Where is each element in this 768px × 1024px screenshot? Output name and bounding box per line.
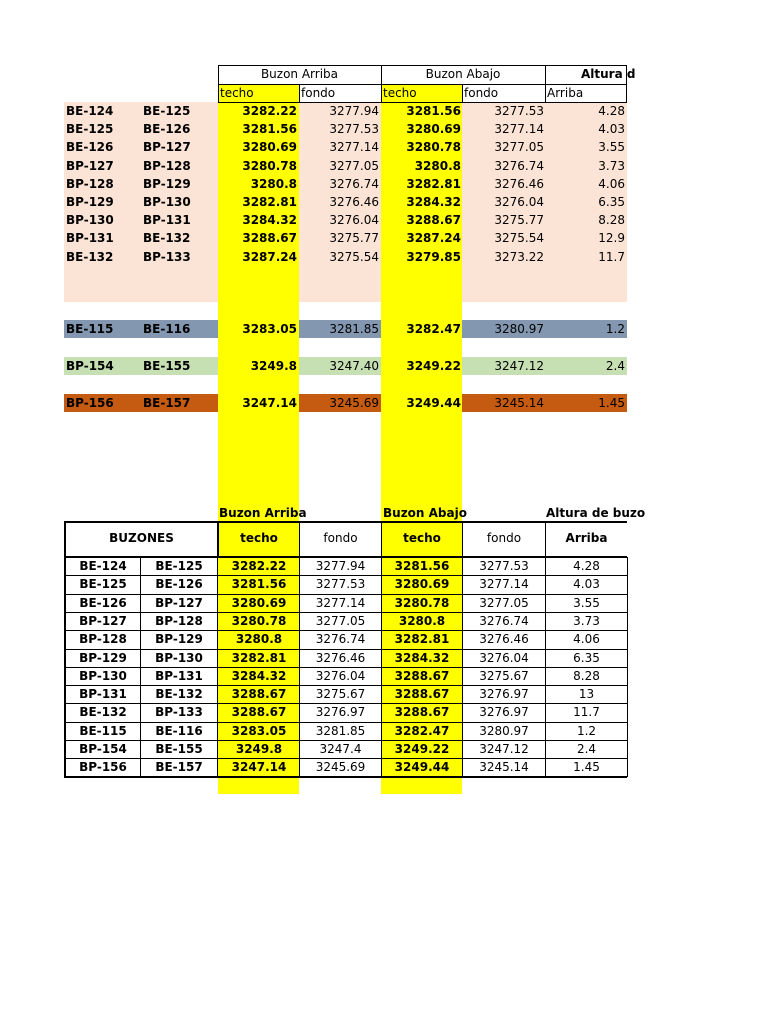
table-cell-fondo-arriba: 3275.67: [315, 687, 366, 702]
table-col-divider: [462, 557, 463, 777]
table-col-divider: [299, 557, 300, 777]
row-fondo-arriba: 3245.69: [329, 396, 379, 410]
row-techo-abajo: 3284.32: [406, 195, 461, 209]
table-cell-to: BE-132: [155, 687, 203, 702]
table-row-divider: [64, 594, 627, 595]
row-fondo-abajo: 3276.46: [494, 176, 544, 191]
row-techo-abajo: 3282.47: [406, 322, 461, 336]
header-vline: [462, 84, 463, 103]
table-cell-techo-arriba: 3288.67: [231, 687, 287, 702]
table-cell-techo-arriba: 3284.32: [231, 668, 287, 683]
row-techo-arriba: 3283.05: [242, 322, 297, 336]
table-cell-to: BP-131: [155, 668, 203, 683]
table-col-divider: [381, 521, 382, 557]
table-cell-from: BP-154: [79, 742, 127, 756]
col-header-fondo: fondo: [486, 531, 522, 545]
row-techo-abajo: 3279.85: [406, 249, 461, 264]
table-col-divider: [627, 557, 628, 777]
table-cell-techo-abajo: 3281.56: [394, 559, 450, 573]
table-cell-techo-abajo: 3280.78: [394, 595, 450, 610]
row-buzon-from: BP-128: [66, 176, 114, 191]
row-buzon-to: BE-125: [143, 104, 191, 118]
table-cell-techo-abajo: 3280.69: [394, 577, 450, 592]
table-cell-to: BE-157: [155, 760, 203, 775]
table-cell-techo-abajo: 3288.67: [394, 705, 450, 720]
row-buzon-from: BE-124: [66, 104, 114, 118]
top-header-buzon-arriba: Buzon Arriba: [260, 67, 339, 81]
table-border: [64, 776, 627, 778]
row-techo-abajo: 3288.67: [406, 213, 461, 228]
row-buzon-from: BE-115: [66, 322, 114, 336]
top-subheader-arriba: Arriba: [547, 86, 584, 100]
table-cell-techo-arriba: 3288.67: [231, 705, 287, 720]
bottom-header-buzon-arriba: Buzon Arriba: [219, 506, 307, 520]
table-cell-from: BE-126: [79, 595, 127, 610]
row-fondo-abajo: 3280.97: [494, 322, 544, 336]
table-cell-fondo-abajo: 3276.04: [479, 650, 529, 665]
table-cell-altura: 1.45: [573, 760, 600, 775]
row-buzon-to: BP-127: [143, 140, 191, 155]
row-techo-abajo: 3280.8: [414, 158, 461, 173]
row-techo-arriba: 3280.69: [242, 140, 297, 155]
bottom-header-altura: Altura de buzo: [546, 506, 646, 520]
row-buzon-to: BP-129: [143, 176, 191, 191]
row-fondo-abajo: 3275.54: [494, 231, 544, 246]
row-fondo-arriba: 3275.77: [329, 231, 379, 246]
table-cell-to: BP-133: [155, 705, 203, 720]
row-techo-abajo: 3249.22: [406, 359, 461, 373]
table-cell-fondo-arriba: 3277.14: [315, 595, 366, 610]
row-fondo-arriba: 3276.04: [329, 213, 379, 228]
row-fondo-abajo: 3245.14: [494, 396, 544, 410]
table-cell-to: BP-128: [155, 613, 203, 628]
table-cell-to: BE-116: [155, 723, 203, 738]
table-cell-fondo-abajo: 3276.97: [479, 705, 529, 720]
row-altura: 12.9: [598, 231, 625, 246]
top-subheader-techo: techo: [220, 86, 254, 100]
row-fondo-arriba: 3276.46: [329, 195, 379, 209]
row-altura: 4.28: [598, 104, 625, 118]
row-fondo-abajo: 3276.04: [494, 195, 544, 209]
table-cell-altura: 4.06: [573, 632, 600, 647]
row-fondo-arriba: 3276.74: [329, 176, 379, 191]
row-fondo-abajo: 3277.05: [494, 140, 544, 155]
row-altura: 4.03: [598, 122, 625, 137]
table-cell-fondo-abajo: 3247.12: [479, 742, 529, 756]
table-col-divider: [545, 521, 546, 557]
table-cell-altura: 2.4: [576, 742, 597, 756]
table-cell-from: BE-115: [79, 723, 127, 738]
table-cell-techo-arriba: 3249.8: [235, 742, 283, 756]
row-fondo-arriba: 3281.85: [329, 322, 379, 336]
col-header-arriba: Arriba: [565, 531, 608, 545]
table-cell-techo-abajo: 3282.81: [394, 632, 450, 647]
table-cell-from: BP-156: [79, 760, 127, 775]
table-cell-fondo-abajo: 3276.97: [479, 687, 529, 702]
table-row-divider: [64, 758, 627, 759]
table-cell-to: BP-130: [155, 650, 203, 665]
row-altura: 4.06: [598, 176, 625, 191]
table-cell-techo-abajo: 3280.8: [398, 613, 446, 628]
table-cell-altura: 4.03: [573, 577, 600, 592]
row-buzon-from: BP-127: [66, 158, 114, 173]
table-row-divider: [64, 740, 627, 741]
table-row-divider: [64, 649, 627, 650]
row-techo-abajo: 3287.24: [406, 231, 461, 246]
table-cell-to: BP-127: [155, 595, 203, 610]
row-buzon-from: BE-125: [66, 122, 114, 137]
row-techo-abajo: 3281.56: [406, 104, 461, 118]
bottom-header-buzon-abajo: Buzon Abajo: [383, 506, 467, 520]
row-techo-arriba: 3287.24: [242, 249, 297, 264]
table-col-divider: [462, 521, 463, 557]
row-techo-arriba: 3281.56: [242, 122, 297, 137]
row-buzon-from: BP-129: [66, 195, 114, 209]
table-cell-fondo-abajo: 3277.14: [479, 577, 529, 592]
table-cell-to: BE-125: [155, 559, 203, 573]
row-buzon-from: BP-130: [66, 213, 114, 228]
row-buzon-to: BP-130: [143, 195, 191, 209]
header-vline: [299, 84, 300, 103]
row-altura: 1.2: [605, 322, 625, 336]
table-cell-fondo-arriba: 3277.94: [315, 559, 366, 573]
table-cell-techo-arriba: 3282.22: [231, 559, 287, 573]
table-cell-fondo-arriba: 3277.53: [315, 577, 366, 592]
row-techo-arriba: 3284.32: [242, 213, 297, 228]
table-cell-altura: 4.28: [573, 559, 600, 573]
table-cell-altura: 8.28: [573, 668, 600, 683]
row-fondo-arriba: 3277.94: [329, 104, 379, 118]
table-row-divider: [64, 575, 627, 576]
row-techo-arriba: 3288.67: [242, 231, 297, 246]
col-header-buzones: BUZONES: [109, 531, 174, 545]
table-cell-from: BE-132: [79, 705, 127, 720]
row-techo-arriba: 3282.81: [242, 195, 297, 209]
row-fondo-arriba: 3275.54: [329, 249, 379, 264]
table-cell-techo-abajo: 3284.32: [394, 650, 450, 665]
table-cell-techo-abajo: 3249.44: [394, 760, 450, 775]
top-subheader-techo: techo: [383, 86, 417, 100]
table-col-divider: [140, 557, 141, 777]
table-cell-altura: 11.7: [573, 705, 600, 720]
table-row-divider: [64, 685, 627, 686]
row-fondo-arriba: 3277.05: [329, 158, 379, 173]
row-buzon-from: BP-156: [66, 396, 114, 410]
table-col-divider: [299, 521, 300, 557]
row-buzon-to: BE-126: [143, 122, 191, 137]
col-header-fondo: fondo: [323, 531, 358, 545]
table-cell-techo-abajo: 3249.22: [394, 742, 450, 756]
table-cell-fondo-arriba: 3276.97: [315, 705, 366, 720]
row-altura: 6.35: [598, 195, 625, 209]
row-buzon-to: BP-131: [143, 213, 191, 228]
table-cell-from: BE-124: [79, 559, 127, 573]
table-cell-fondo-arriba: 3245.69: [315, 760, 366, 775]
table-cell-fondo-arriba: 3277.05: [315, 613, 366, 628]
table-cell-altura: 3.55: [573, 595, 600, 610]
col-header-techo: techo: [240, 531, 278, 545]
row-buzon-to: BP-128: [143, 158, 191, 173]
row-altura: 3.55: [598, 140, 625, 155]
table-cell-to: BE-126: [155, 577, 203, 592]
row-techo-abajo: 3280.78: [406, 140, 461, 155]
row-buzon-to: BE-155: [143, 359, 191, 373]
table-cell-fondo-abajo: 3277.05: [479, 595, 529, 610]
table-cell-fondo-arriba: 3276.74: [315, 632, 366, 647]
row-techo-abajo: 3249.44: [406, 396, 461, 410]
table-cell-techo-abajo: 3288.67: [394, 687, 450, 702]
table-cell-fondo-abajo: 3280.97: [479, 723, 529, 738]
top-header-altura: Altura d: [581, 67, 636, 81]
row-techo-abajo: 3282.81: [406, 176, 461, 191]
table-cell-altura: 3.73: [573, 613, 600, 628]
table-cell-from: BE-125: [79, 577, 127, 592]
top-subheader-fondo: fondo: [301, 86, 336, 100]
table-cell-techo-abajo: 3282.47: [394, 723, 450, 738]
row-fondo-abajo: 3277.14: [494, 122, 544, 137]
table-cell-techo-arriba: 3280.69: [231, 595, 287, 610]
row-buzon-to: BE-116: [143, 322, 191, 336]
row-fondo-abajo: 3275.77: [494, 213, 544, 228]
table-cell-from: BP-128: [79, 632, 127, 647]
row-fondo-abajo: 3276.74: [494, 158, 544, 173]
col-header-techo: techo: [403, 531, 441, 545]
row-fondo-arriba: 3277.53: [329, 122, 379, 137]
row-fondo-abajo: 3273.22: [494, 249, 544, 264]
table-cell-techo-arriba: 3281.56: [231, 577, 287, 592]
row-altura: 3.73: [598, 158, 625, 173]
table-cell-altura: 6.35: [573, 650, 600, 665]
table-cell-techo-arriba: 3280.78: [231, 613, 287, 628]
table-cell-from: BP-131: [79, 687, 127, 702]
row-altura: 2.4: [605, 359, 625, 373]
table-cell-fondo-arriba: 3276.04: [315, 668, 366, 683]
row-fondo-abajo: 3277.53: [494, 104, 544, 118]
row-techo-arriba: 3280.78: [242, 158, 297, 173]
header-vline: [545, 65, 546, 103]
row-fondo-abajo: 3247.12: [494, 359, 544, 373]
table-cell-fondo-abajo: 3276.74: [479, 613, 529, 628]
table-cell-techo-abajo: 3288.67: [394, 668, 450, 683]
table-border: [64, 521, 627, 523]
table-cell-fondo-abajo: 3245.14: [479, 760, 529, 775]
row-techo-arriba: 3280.8: [250, 176, 297, 191]
table-cell-from: BP-129: [79, 650, 127, 665]
table-cell-fondo-arriba: 3247.4: [319, 742, 362, 756]
row-buzon-from: BP-131: [66, 231, 114, 246]
table-row-divider: [64, 667, 627, 668]
table-row-divider: [64, 703, 627, 704]
row-altura: 11.7: [598, 249, 625, 264]
table-cell-fondo-abajo: 3275.67: [479, 668, 529, 683]
table-col-divider: [381, 557, 382, 777]
table-cell-fondo-arriba: 3281.85: [315, 723, 366, 738]
row-fondo-arriba: 3247.40: [329, 359, 379, 373]
row-buzon-from: BE-126: [66, 140, 114, 155]
row-fondo-arriba: 3277.14: [329, 140, 379, 155]
table-cell-fondo-abajo: 3276.46: [479, 632, 529, 647]
table-col-divider: [545, 557, 546, 777]
table-col-divider: [217, 557, 218, 777]
table-cell-techo-arriba: 3280.8: [235, 632, 283, 647]
table-row-divider: [64, 612, 627, 613]
table-cell-from: BP-130: [79, 668, 127, 683]
row-techo-abajo: 3280.69: [406, 122, 461, 137]
top-header-buzon-abajo: Buzon Abajo: [425, 67, 501, 81]
row-buzon-to: BP-133: [143, 249, 191, 264]
top-subheader-fondo: fondo: [464, 86, 499, 100]
table-row-divider: [64, 630, 627, 631]
row-altura: 8.28: [598, 213, 625, 228]
table-cell-to: BE-155: [155, 742, 203, 756]
table-cell-altura: 13: [578, 687, 595, 702]
table-cell-techo-arriba: 3282.81: [231, 650, 287, 665]
row-altura: 1.45: [598, 396, 625, 410]
table-cell-fondo-arriba: 3276.46: [315, 650, 366, 665]
row-buzon-to: BE-157: [143, 396, 191, 410]
row-techo-arriba: 3249.8: [250, 359, 297, 373]
table-cell-techo-arriba: 3247.14: [231, 760, 287, 775]
table-row-divider: [64, 722, 627, 723]
table-cell-altura: 1.2: [576, 723, 597, 738]
row-techo-arriba: 3282.22: [242, 104, 297, 118]
row-techo-arriba: 3247.14: [242, 396, 297, 410]
row-buzon-from: BP-154: [66, 359, 114, 373]
table-cell-techo-arriba: 3283.05: [231, 723, 287, 738]
table-cell-from: BP-127: [79, 613, 127, 628]
row-buzon-to: BE-132: [143, 231, 191, 246]
table-cell-fondo-abajo: 3277.53: [479, 559, 529, 573]
table-cell-to: BP-129: [155, 632, 203, 647]
row-buzon-from: BE-132: [66, 249, 114, 264]
